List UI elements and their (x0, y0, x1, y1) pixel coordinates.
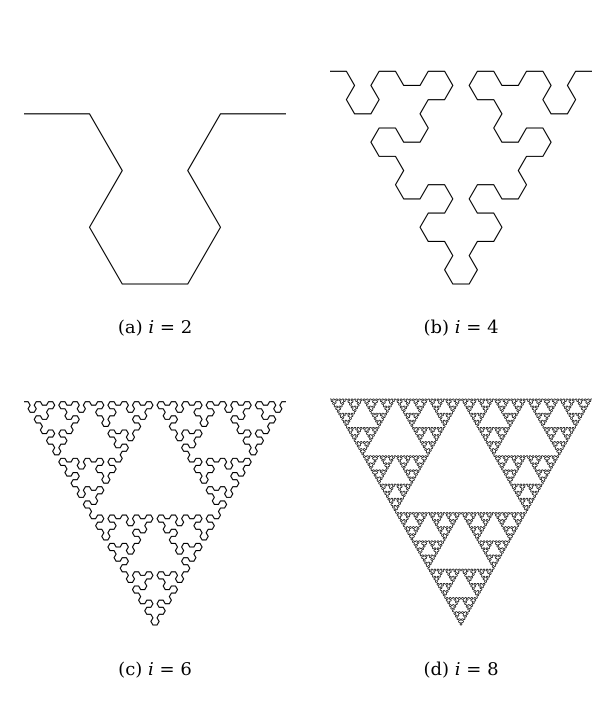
caption-c (20, 659, 290, 680)
caption-b-equals: = (466, 317, 482, 338)
caption-d-label: (d) (423, 659, 450, 680)
subfigure-d (326, 357, 596, 680)
caption-a (20, 317, 290, 338)
subfigure-b (326, 16, 596, 338)
caption-c-label: (c) (118, 659, 143, 680)
caption-a-label: (a) (117, 317, 143, 338)
caption-b-variable: i (454, 317, 461, 338)
caption-a-value: 2 (180, 317, 193, 338)
arrowhead-curve-d (326, 357, 596, 627)
caption-a-equals: = (159, 317, 175, 338)
caption-b (326, 317, 596, 338)
caption-b-value: 4 (487, 317, 499, 338)
caption-d-equals: = (466, 659, 482, 680)
caption-a-variable: i (148, 317, 155, 338)
subfigure-c (20, 357, 290, 680)
curve-path-c (24, 402, 286, 625)
caption-c-value: 6 (180, 659, 192, 680)
arrowhead-curve-a (20, 16, 290, 286)
caption-d-variable: i (454, 659, 461, 680)
curve-path-b (330, 71, 592, 284)
caption-d (326, 659, 596, 680)
arrowhead-curve-b (326, 16, 596, 286)
caption-d-value: 8 (487, 659, 499, 680)
arrowhead-curve-c (20, 357, 290, 627)
curve-path-a (24, 114, 286, 284)
curve-path-d (330, 399, 592, 625)
caption-b-label: (b) (423, 317, 450, 338)
subfigure-a (20, 16, 290, 338)
caption-c-variable: i (148, 659, 154, 680)
caption-c-equals: = (159, 659, 175, 680)
